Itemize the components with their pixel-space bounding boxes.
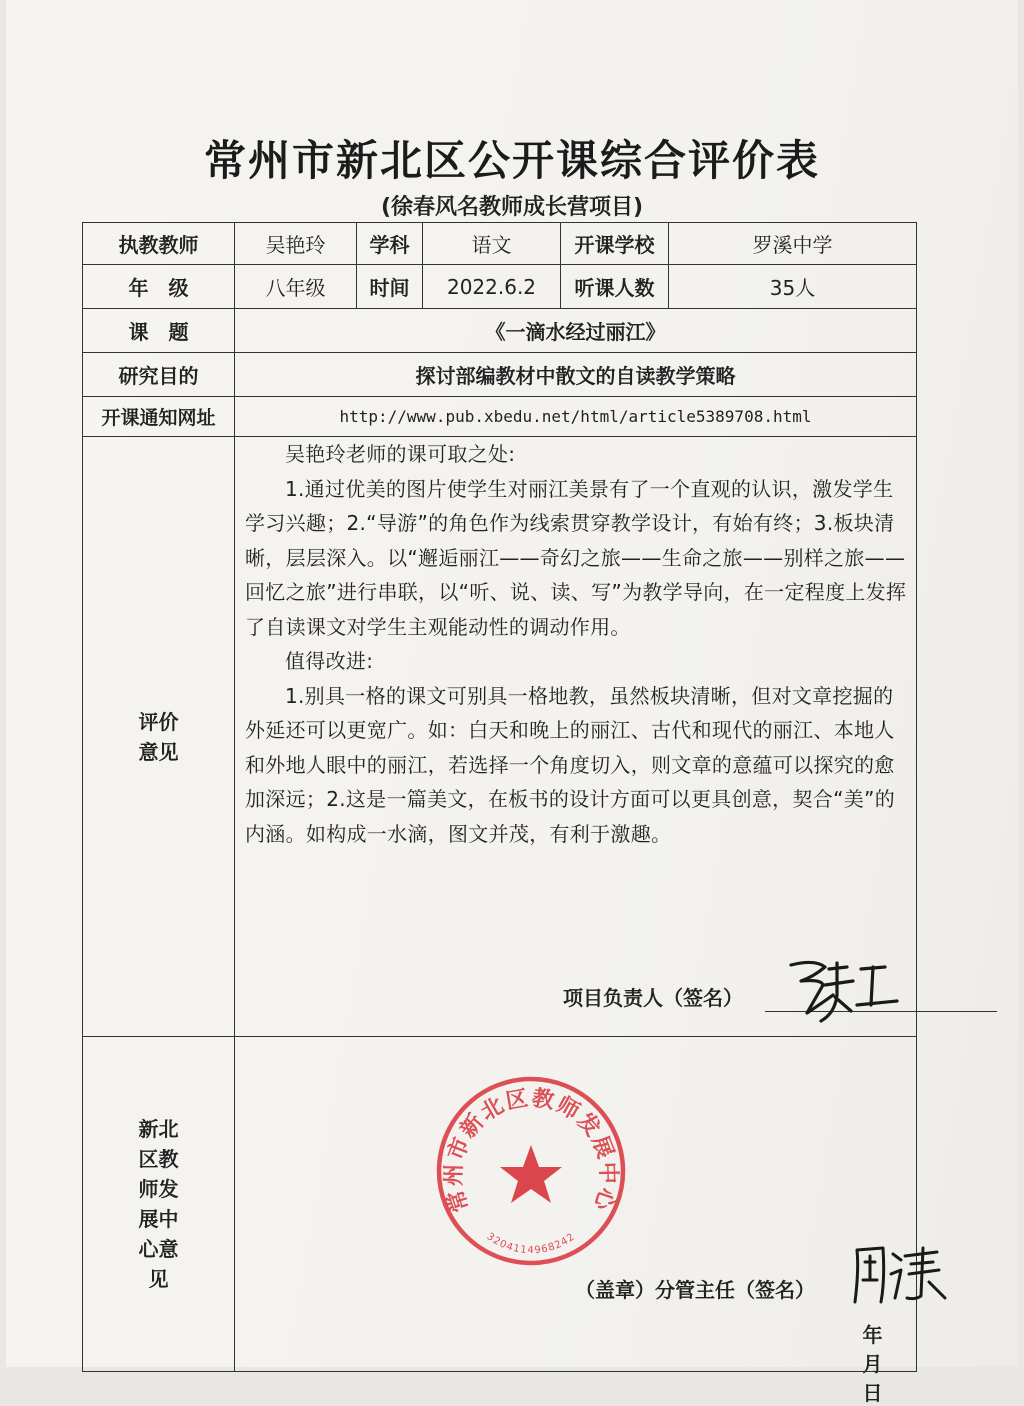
center-label-line1: 新北 bbox=[138, 1117, 179, 1141]
svg-text:3204114968242 bbox=[485, 1231, 578, 1256]
time-label: 时间 bbox=[357, 265, 423, 309]
center-label-line3: 师发 bbox=[138, 1177, 179, 1201]
topic-label: 课 题 bbox=[83, 309, 235, 353]
teacher-value: 吴艳玲 bbox=[235, 223, 357, 265]
school-value: 罗溪中学 bbox=[669, 223, 917, 265]
project-lead-signature bbox=[785, 955, 905, 1025]
center-label-line5: 心意 bbox=[138, 1237, 179, 1261]
project-lead-signature-text: 张卫 bbox=[785, 955, 787, 956]
center-label-line4: 展中 bbox=[138, 1207, 179, 1231]
seal-code: 3204114968242 bbox=[484, 1231, 578, 1257]
url-label: 开课通知网址 bbox=[83, 397, 235, 437]
seal-star-icon bbox=[500, 1145, 562, 1203]
purpose-label: 研究目的 bbox=[83, 353, 235, 397]
url-value: http://www.pub.xbedu.net/html/article5389708.html bbox=[235, 397, 917, 437]
seal-text: 常州市新北区教师发展中心 bbox=[441, 1085, 621, 1216]
purpose-value: 探讨部编教材中散文的自读教学策略 bbox=[235, 353, 917, 397]
evaluation-label-line1: 评价 bbox=[138, 709, 179, 734]
approve-signature-label: （盖章）分管主任（签名） bbox=[575, 1278, 815, 1302]
subject-value: 语文 bbox=[423, 223, 561, 265]
audience-value: 35人 bbox=[669, 265, 917, 309]
time-value: 2022.6.2 bbox=[423, 265, 561, 309]
topic-value: 《一滴水经过丽江》 bbox=[235, 309, 917, 353]
center-opinion-label bbox=[83, 1037, 235, 1372]
evaluation-label-line2: 意见 bbox=[138, 739, 179, 764]
grade-value: 八年级 bbox=[235, 265, 357, 309]
document-subtitle: (徐春风名教师成长营项目) bbox=[380, 195, 644, 220]
comment-strengths-heading: 吴艳玲老师的课可取之处: bbox=[285, 442, 516, 466]
center-label-line2: 区教 bbox=[138, 1147, 179, 1171]
evaluation-comments bbox=[235, 437, 917, 1037]
director-signature bbox=[845, 1240, 955, 1310]
audience-label: 听课人数 bbox=[561, 265, 669, 309]
director-signature-text: 周斌 bbox=[845, 1240, 847, 1241]
grade-label: 年 级 bbox=[83, 265, 235, 309]
document-title: 常州市新北区公开课综合评价表 bbox=[203, 136, 820, 185]
comment-improvements: 1.别具一格的课文可别具一格地教，虽然板块清晰，但对文章挖掘的外延还可以更宽广。如：白天和晚上的丽江、古代和现代的丽江、本地人和外地人眼中的丽江，若选择一个角度切入，则文章的意蕴可以探究的愈加深远；2.这是一篇美文，在板书的设计方面可以更具创意，契合“美”的内涵。如构成一水滴，图文并茂，有利于激趣。 bbox=[245, 683, 896, 846]
teacher-label: 执教教师 bbox=[83, 223, 235, 265]
evaluation-label bbox=[83, 437, 235, 1037]
date-line: 年 月 日 bbox=[862, 1323, 929, 1405]
evaluation-form bbox=[82, 222, 929, 1405]
subject-label: 学科 bbox=[357, 223, 423, 265]
school-label: 开课学校 bbox=[561, 223, 669, 265]
comment-strengths: 1.通过优美的图片使学生对丽江美景有了一个直观的认识，激发学生学习兴趣；2.“导游”的角色作为线索贯穿教学设计，有始有终；3.板块清晰，层层深入。以“邂逅丽江——奇幻之旅——生命之旅——别样之旅——回忆之旅”进行串联，以“听、说、读、写”为教学导向，在一定程度上发挥了自读课文对学生主观能动性的调动作用。 bbox=[245, 476, 907, 639]
comment-improve-heading: 值得改进: bbox=[285, 649, 374, 673]
project-lead-signature-label: 项目负责人（签名） bbox=[563, 986, 743, 1010]
official-seal bbox=[431, 1071, 631, 1271]
center-label-line6: 见 bbox=[148, 1267, 169, 1291]
center-opinion-body bbox=[235, 1037, 929, 1405]
